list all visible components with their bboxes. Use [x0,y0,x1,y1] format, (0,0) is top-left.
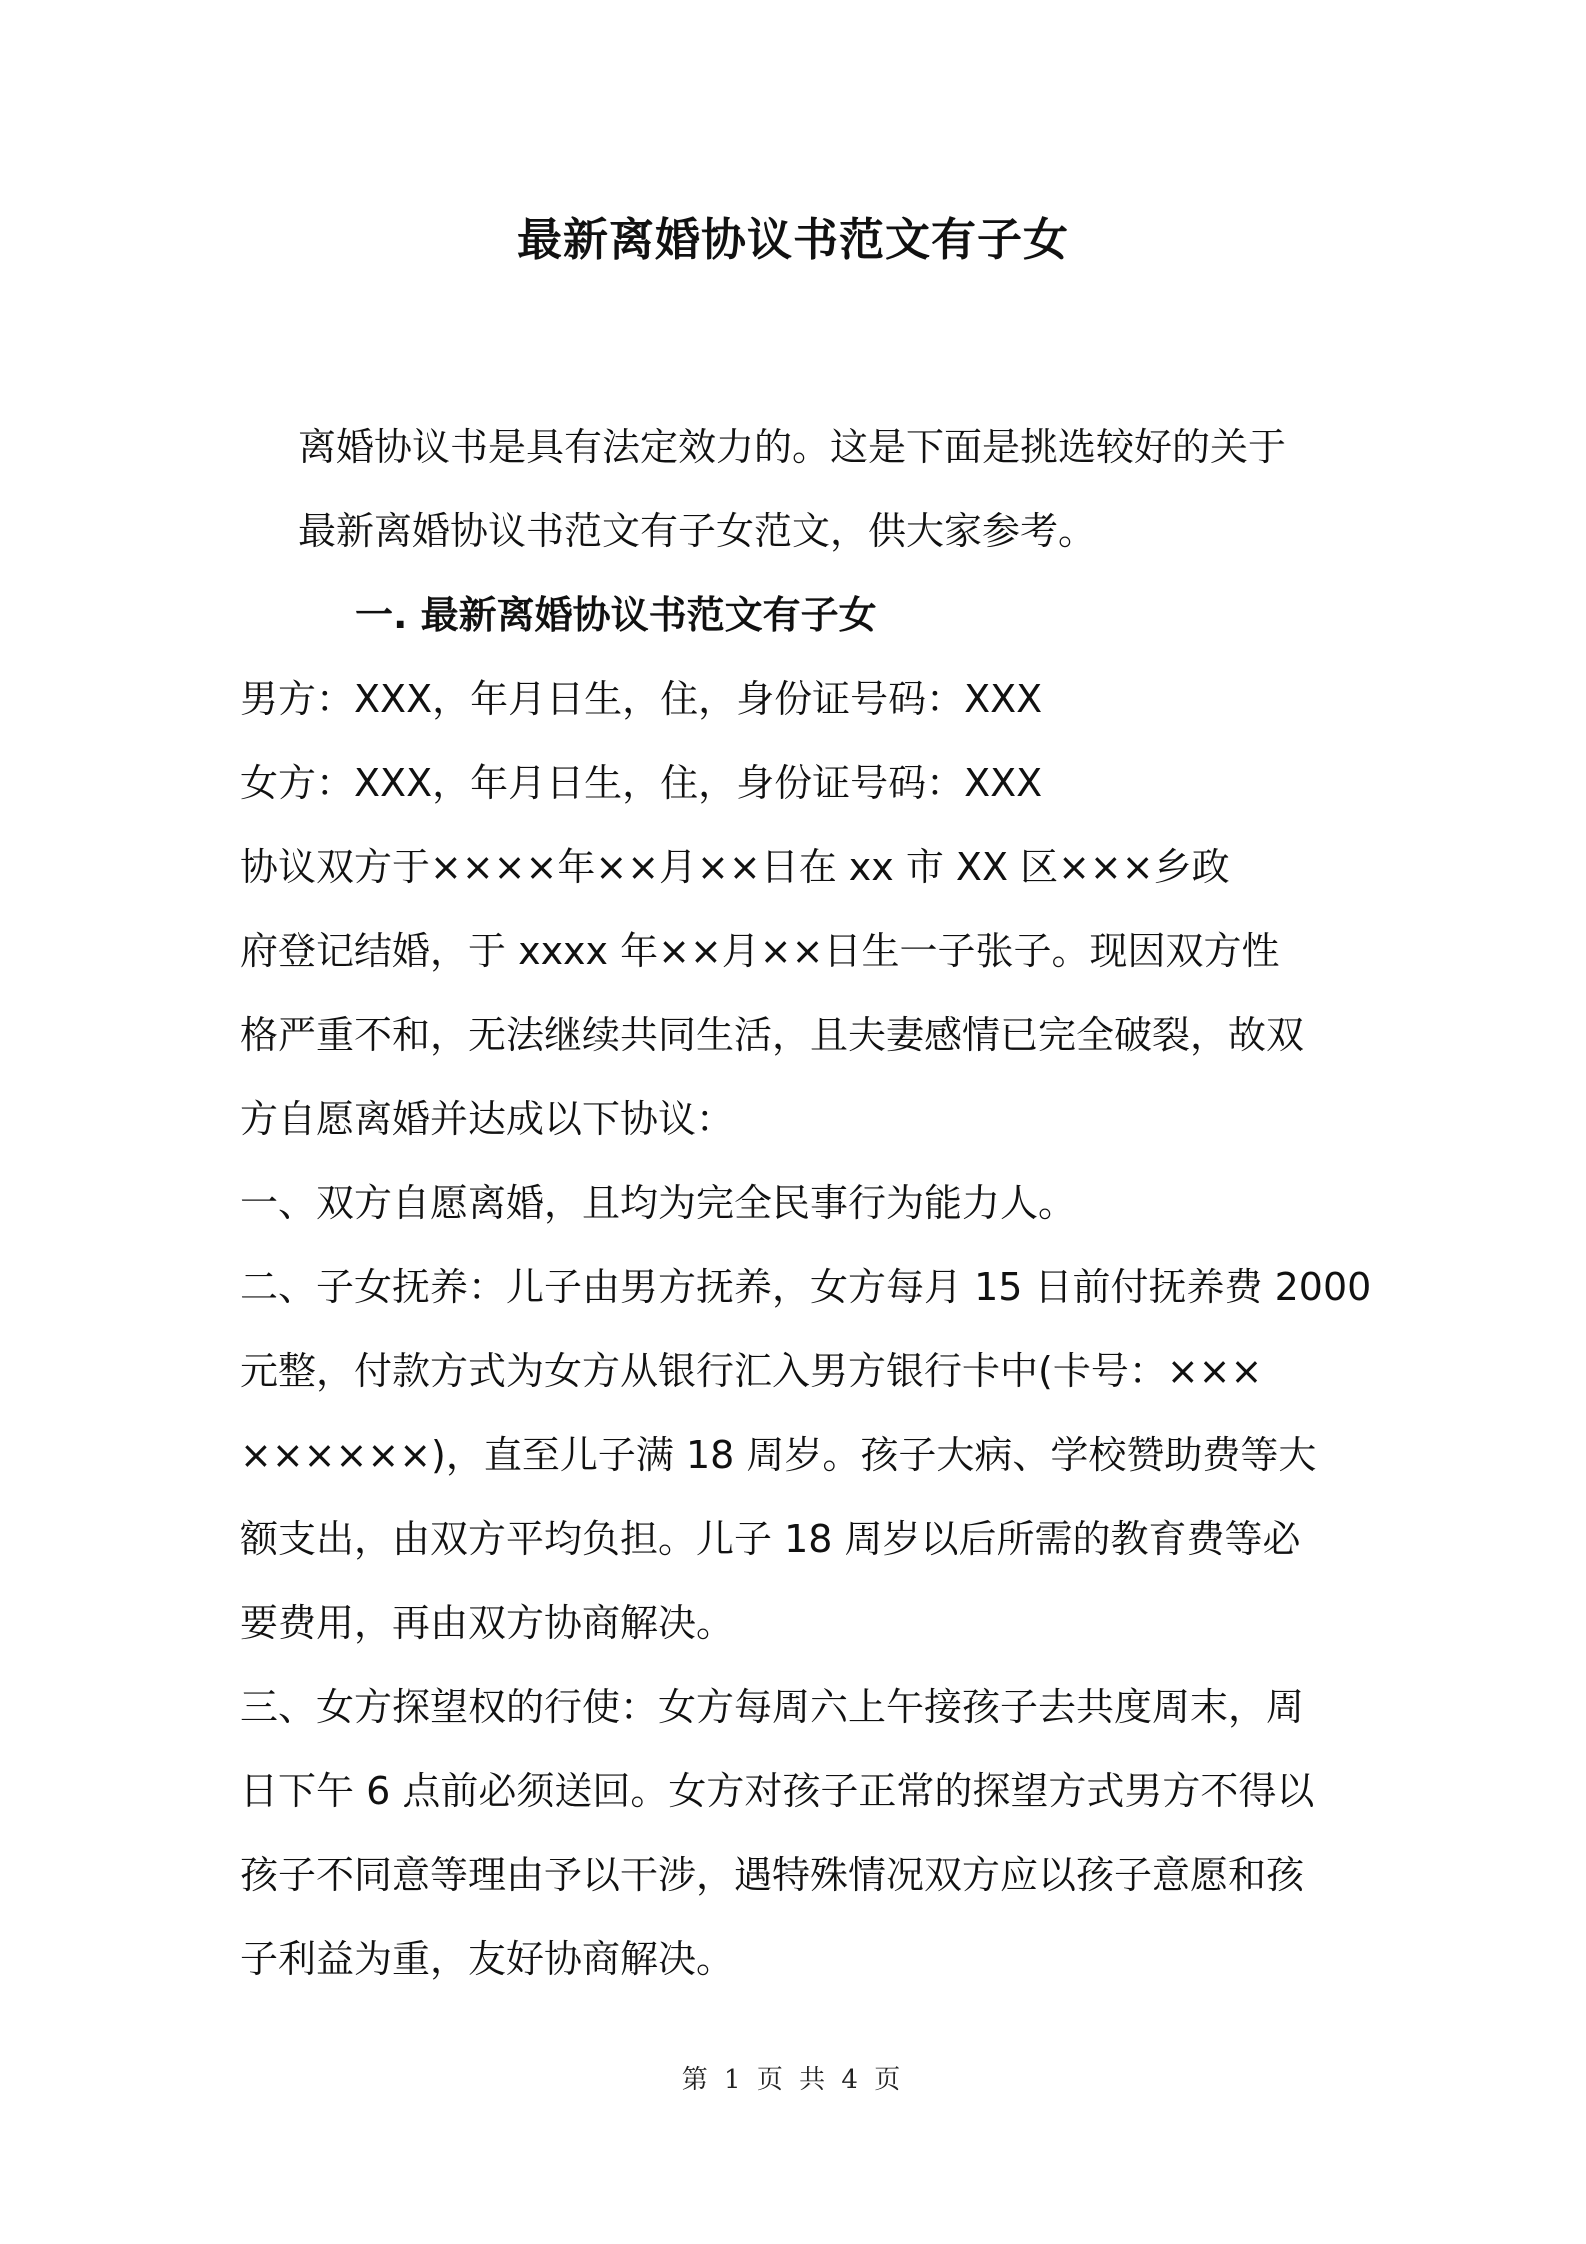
clause-2-line-4: 额支出，由双方平均负担。儿子 18 周岁以后所需的教育费等必 [240,1517,1301,1561]
clause-2-line-1: 二、子女抚养：儿子由男方抚养，女方每月 15 日前付抚养费 2000 [240,1265,1372,1309]
clause-1-line: 一、双方自愿离婚，且均为完全民事行为能力人。 [240,1181,1077,1225]
clause-2-line-5: 要费用，再由双方协商解决。 [240,1601,735,1645]
husband-info-line: 男方：XXX，年月日生，住，身份证号码：XXX [240,677,1043,721]
intro-line-2: 最新离婚协议书范文有子女范文，供大家参考。 [298,509,1097,553]
agreement-paragraph-line-3: 格严重不和，无法继续共同生活，且夫妻感情已完全破裂，故双 [240,1013,1305,1057]
page-number-footer: 第 1 页 共 4 页 [681,2065,905,2095]
clause-2-line-3: ××××××)，直至儿子满 18 周岁。孩子大病、学校赞助费等大 [240,1433,1317,1477]
clause-3-line-1: 三、女方探望权的行使：女方每周六上午接孩子去共度周末，周 [240,1685,1305,1729]
agreement-paragraph-line-1: 协议双方于××××年××月××日在 xx 市 XX 区×××乡政 [240,845,1230,889]
agreement-paragraph-line-4: 方自愿离婚并达成以下协议： [240,1097,735,1141]
intro-line-1: 离婚协议书是具有法定效力的。这是下面是挑选较好的关于 [298,425,1287,469]
agreement-paragraph-line-2: 府登记结婚，于 xxxx 年××月××日生一子张子。现因双方性 [240,929,1280,973]
clause-2-line-2: 元整，付款方式为女方从银行汇入男方银行卡中(卡号：××× [240,1349,1263,1393]
document-body [240,405,1372,2001]
section-heading: 一. 最新离婚协议书范文有子女 [355,593,877,637]
clause-3-line-3: 孩子不同意等理由予以干涉，遇特殊情况双方应以孩子意愿和孩 [240,1853,1305,1897]
clause-3-line-4: 子利益为重，友好协商解决。 [240,1937,735,1981]
clause-3-line-2: 日下午 6 点前必须送回。女方对孩子正常的探望方式男方不得以 [240,1769,1315,1813]
wife-info-line: 女方：XXX，年月日生，住，身份证号码：XXX [240,761,1043,805]
document-title: 最新离婚协议书范文有子女 [516,213,1069,266]
